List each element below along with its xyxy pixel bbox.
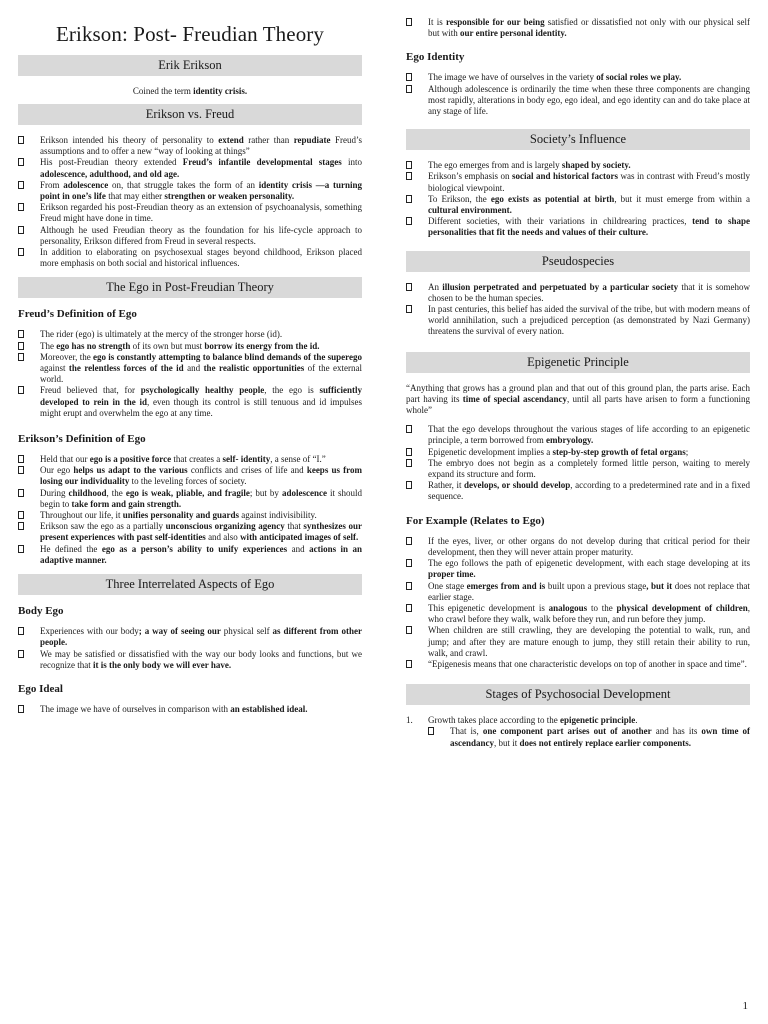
text: Although adolescence is ordinarily the time when these three components are changing most rapidly, alterations in body ego, ego ideal, and ego identity can and do take place at any stage of life. <box>428 83 750 117</box>
list-item <box>406 603 750 625</box>
text: against indivisibility. <box>239 510 317 521</box>
text: If the eyes, liver, or other organs do not develop during that critical period for their development, then they will never attain proper maturity. <box>428 535 750 557</box>
ego-ideal-continued-list <box>406 17 750 39</box>
list-item <box>18 180 362 202</box>
bold-text: our entire personal identity. <box>460 28 567 39</box>
list-item <box>406 424 750 446</box>
erikson-list <box>18 454 362 566</box>
bullet-box-icon <box>406 195 412 203</box>
bold-text: tend to shape personalities that fit the needs and values of their culture. <box>428 216 750 238</box>
text: Freud’s assumptions and to offer a new “way of looking at things” <box>40 135 363 157</box>
text: , according to a predetermined rate and in a fixed sequence. <box>428 480 750 502</box>
ego-identity-list <box>406 72 750 117</box>
bullet-box-icon <box>406 305 412 313</box>
ego-ideal-list <box>18 704 362 715</box>
text: The image we have of ourselves in comparison with <box>40 703 231 714</box>
list-item <box>406 581 750 603</box>
section-society-influence: Society’s Influence <box>406 129 750 150</box>
bullet-box-icon <box>18 136 24 144</box>
bold-text: ego is weak, pliable, and fragile <box>125 487 250 498</box>
text: of its own but must <box>130 340 205 351</box>
bold-text: analogous <box>548 602 588 613</box>
bullet-box-icon <box>406 172 412 180</box>
list-item <box>18 329 362 340</box>
text: Erikson saw the ego as a partially <box>40 521 166 532</box>
bullet-box-icon <box>18 226 24 234</box>
text: The embryo does not begin as a completely formed little person, waiting to merely expand its structure and form. <box>428 457 750 480</box>
bold-text: extend <box>218 135 244 145</box>
text: ; <box>685 446 689 457</box>
text: and <box>287 543 310 554</box>
text: conflicts and crises of life and <box>187 465 307 476</box>
bold-text: one component part arises out of another <box>482 726 652 737</box>
list-item <box>406 84 750 118</box>
text: , the <box>106 487 126 498</box>
bold-text: borrow its energy from the id. <box>204 340 320 351</box>
epigenetic-list <box>406 424 750 502</box>
text: One stage <box>428 580 465 591</box>
text: to the leveling forces of society. <box>129 476 247 487</box>
text: , who crawl before they walk, walk before they run, and run before they jump. <box>428 602 750 625</box>
text: Different societies, with their variations in childrearing practices, <box>428 216 693 227</box>
bold-text: responsible for our being <box>445 17 545 27</box>
list-item <box>406 216 750 238</box>
list-item <box>18 521 362 543</box>
text: This epigenetic development is <box>428 602 549 613</box>
text: Freud believed that, for <box>40 385 141 396</box>
bold-text: social and historical factors <box>512 171 618 182</box>
text: “Epigenesis means that one characteristic develops on top of another in space and time”. <box>428 658 747 669</box>
list-item <box>406 480 750 502</box>
text: Held that our <box>40 454 90 465</box>
bold-text: physical development of children <box>616 602 748 613</box>
bullet-box-icon <box>18 627 24 635</box>
list-item <box>406 17 750 39</box>
bullet-box-icon <box>18 203 24 211</box>
text: Erikson regarded his post-Freudian theory as an extension of psychoanalysis, something Freud might have done in time. <box>40 202 362 224</box>
bold-text: ; a way of seeing our <box>138 626 224 637</box>
text: Growth takes place according to the <box>428 715 560 726</box>
bullet-box-icon <box>406 660 412 668</box>
bold-text: Freud’s infantile developmental stages <box>182 157 342 168</box>
bold-text: synthesizes our present experiences with past self-identities <box>40 521 363 543</box>
list-item <box>406 194 750 216</box>
text: Erikson’s emphasis on <box>428 171 512 182</box>
bullet-box-icon <box>406 448 412 456</box>
text: on, that struggle takes the form of an <box>108 179 259 190</box>
bullet-box-icon <box>18 522 24 530</box>
bullet-box-icon <box>406 217 412 225</box>
bullet-box-icon <box>406 481 412 489</box>
bold-text: unifies personality and guards <box>122 510 240 521</box>
stage-item <box>406 715 750 726</box>
list-item <box>406 625 750 659</box>
text: it should begin to <box>40 487 362 509</box>
bold-text: repudiate <box>293 135 331 145</box>
bold-text: develops, or should develop <box>464 480 571 491</box>
bold-text: ego as a person’s ability to unify experiences <box>101 543 288 554</box>
list-item <box>18 157 362 179</box>
body-ego-list <box>18 626 362 671</box>
text: was in contrast with Freud’s mostly biological viewpoint. <box>428 171 750 193</box>
list-item <box>406 458 750 480</box>
bold-text: , but it <box>646 580 675 591</box>
text: of the external world. <box>40 363 363 385</box>
bold-text: identity crisis. <box>193 86 248 96</box>
section-pseudospecies: Pseudospecies <box>406 251 750 272</box>
list-item <box>18 488 362 510</box>
text: In addition to elaborating on psychosexual stages beyond childhood, Erikson placed more emphasis on both social and historical influences. <box>40 247 362 269</box>
bullet-box-icon <box>406 85 412 93</box>
text: physical self <box>223 626 270 637</box>
left-column <box>18 0 362 715</box>
text: Our ego <box>40 465 74 476</box>
bold-text: take form and gain strength. <box>71 498 182 509</box>
bold-text: identity crisis —a turning point in one’s life <box>40 179 362 202</box>
text: That is, <box>450 726 483 737</box>
right-column <box>406 0 750 749</box>
list-item <box>18 465 362 487</box>
bullet-box-icon <box>18 705 24 713</box>
list-item <box>428 726 750 748</box>
text: During <box>40 487 69 498</box>
section-psychosocial-stages: Stages of Psychosocial Development <box>406 684 750 705</box>
bullet-box-icon <box>18 650 24 658</box>
freud-definition-heading: Freud’s Definition of Ego <box>18 308 137 321</box>
text: . <box>635 715 638 726</box>
list-item <box>18 454 362 465</box>
bullet-box-icon <box>406 582 412 590</box>
bold-text: the realistic opportunities <box>203 363 305 374</box>
bullet-box-icon <box>406 18 412 26</box>
text: That the ego develops throughout the various stages of life according to an epigenetic principle, a term borrowed from <box>428 424 750 446</box>
bold-text: unconscious organizing agency <box>165 521 285 532</box>
text: , but it must emerge from within a <box>614 193 750 204</box>
text: His post-Freudian theory extended <box>40 157 183 168</box>
text: against <box>40 363 69 374</box>
bold-text: keeps us from losing our individuality <box>40 465 362 487</box>
bullet-box-icon <box>406 425 412 433</box>
text: Coined the term <box>132 86 194 96</box>
text: It is <box>428 17 446 27</box>
text: satisfied or dissatisfied not only with our physical self but with <box>428 17 750 39</box>
text: built upon a previous stage <box>547 580 647 591</box>
text: To Erikson, the <box>428 193 491 204</box>
list-item <box>406 659 750 670</box>
bullet-box-icon <box>18 511 24 519</box>
bold-text: adolescence, adulthood, and old age. <box>40 168 180 179</box>
list-item <box>18 225 362 247</box>
bullet-box-icon <box>406 604 412 612</box>
bullet-box-icon <box>406 537 412 545</box>
text: Although he used Freudian theory as the foundation for his life-cycle approach to personality, Erikson differed from Freud in several respects. <box>40 224 362 246</box>
text: The ego emerges from and is largely <box>428 160 562 171</box>
text: From <box>40 179 64 190</box>
text: Moreover, the <box>40 351 93 362</box>
list-item <box>406 72 750 83</box>
bold-text: of social roles we play. <box>596 72 682 83</box>
stage-number: 1. <box>406 715 413 726</box>
text: and also <box>205 532 241 543</box>
list-item <box>18 510 362 521</box>
pseudospecies-list <box>406 282 750 338</box>
bold-text: step-by-step growth of fetal organs <box>552 446 686 457</box>
stages-list <box>406 715 750 726</box>
bold-text: adolescence <box>63 179 109 190</box>
bold-text: emerges from and is <box>464 580 548 591</box>
freud-list <box>18 329 362 419</box>
bold-text: self- identity <box>222 454 271 465</box>
society-list <box>406 160 750 238</box>
section-erikson-vs-freud: Erikson vs. Freud <box>18 104 362 125</box>
text: that <box>284 521 304 532</box>
section-erik-erikson: Erik Erikson <box>18 55 362 76</box>
bullet-box-icon <box>406 283 412 291</box>
text: and <box>183 363 204 374</box>
section-ego-post-freudian: The Ego in Post-Freudian Theory <box>18 277 362 298</box>
text: , even though its control is still tenuous and id impulses might erupt and overwhelm the ego at any time. <box>40 396 362 418</box>
bullet-box-icon <box>428 727 434 735</box>
text: Epigenetic development implies a <box>428 446 553 457</box>
text: We may be satisfied or dissatisfied with the way our body looks and functions, but we recognize that <box>40 648 362 670</box>
for-example-heading: For Example (Relates to Ego) <box>406 514 545 527</box>
text: The rider (ego) is ultimately at the mercy of the stronger horse (id). <box>40 329 283 340</box>
bold-text: does not entirely replace earlier components. <box>519 737 692 748</box>
body-ego-heading: Body Ego <box>18 605 64 618</box>
bullet-box-icon <box>406 626 412 634</box>
page-title: Erikson: Post- Freudian Theory <box>55 22 324 46</box>
text: He defined the <box>40 543 102 554</box>
text: When children are still crawling, they are developing the potential to walk, run, and jump; and after they are mature enough to jump, they still retain their ability to run, walk, and crawl. <box>428 625 750 658</box>
bold-text: ego exists as potential at birth <box>490 193 615 204</box>
epigenetic-quote <box>406 383 750 417</box>
text: In past centuries, this belief has aided the survival of the tribe, but with modern means of world annihilation, such a prejudiced perception (as demonstrated by Nazi Germany) threatens the survival of every nation. <box>428 304 750 337</box>
erikson-definition-heading: Erikson’s Definition of Ego <box>18 433 146 446</box>
bullet-box-icon <box>406 73 412 81</box>
bold-text: embryology. <box>545 435 594 446</box>
list-item <box>18 341 362 352</box>
text: The ego follows the path of epigenetic development, with each stage developing at its <box>428 558 750 569</box>
bullet-box-icon <box>18 466 24 474</box>
bold-text: it is the only body we will ever have. <box>92 659 232 670</box>
bold-text: actions in an adaptive manner. <box>40 543 362 565</box>
ego-identity-heading: Ego Identity <box>406 51 465 64</box>
list-item <box>18 385 362 419</box>
text: “Anything that grows has a ground plan and that out of this ground plan, the parts arise. Each part having its <box>406 382 750 404</box>
list-item <box>406 171 750 193</box>
bold-text: ego has no strength <box>56 340 131 351</box>
list-item <box>406 536 750 558</box>
bullet-box-icon <box>18 181 24 189</box>
vs-list <box>18 135 362 269</box>
text: does not replace that earlier stage. <box>428 580 750 602</box>
text: The image we have of ourselves in the variety <box>428 72 597 83</box>
stage-sub-list <box>428 726 750 748</box>
bullet-box-icon <box>18 342 24 350</box>
list-item <box>18 352 362 386</box>
bullet-box-icon <box>406 161 412 169</box>
text: ; but by <box>249 487 282 498</box>
bullet-box-icon <box>18 158 24 166</box>
list-item <box>18 649 362 671</box>
list-item <box>406 282 750 304</box>
list-item <box>18 202 362 224</box>
text: that creates a <box>171 454 223 465</box>
ego-ideal-heading: Ego Ideal <box>18 682 63 695</box>
text: , the ego is <box>264 385 320 396</box>
bullet-box-icon <box>18 455 24 463</box>
bullet-box-icon <box>18 545 24 553</box>
bold-text: with anticipated images of self. <box>240 532 359 543</box>
bullet-box-icon <box>18 386 24 394</box>
bold-text: psychologically healthy people <box>140 385 265 396</box>
bold-text: sufficiently developed to rein in the id <box>40 385 362 407</box>
list-item <box>406 447 750 458</box>
list-item <box>18 247 362 269</box>
text: Experiences with our body <box>40 626 139 637</box>
list-item <box>406 304 750 338</box>
bold-text: own time of ascendancy <box>450 726 750 748</box>
bullet-box-icon <box>18 489 24 497</box>
text: Rather, it <box>428 480 464 491</box>
bold-text: adolescence <box>281 487 327 498</box>
list-item <box>406 160 750 171</box>
text: Throughout our life, it <box>40 510 123 521</box>
page-number: 1 <box>742 1000 748 1012</box>
bullet-box-icon <box>18 248 24 256</box>
text: , a sense of “I.” <box>270 454 326 465</box>
list-item <box>18 704 362 715</box>
coined-text <box>18 86 362 96</box>
list-item <box>18 544 362 566</box>
bold-text: ego is constantly attempting to balance blind demands of the superego <box>93 351 362 362</box>
text: rather than <box>243 135 294 145</box>
bold-text: the relentless forces of the id <box>68 363 184 374</box>
text: , until all parts have arisen to form a functioning whole” <box>406 393 750 416</box>
bullet-box-icon <box>406 559 412 567</box>
text: Erikson intended his theory of personality to <box>40 135 219 145</box>
bold-text: ego is a positive force <box>89 454 172 465</box>
list-item <box>406 558 750 580</box>
bullet-box-icon <box>18 353 24 361</box>
section-epigenetic-principle: Epigenetic Principle <box>406 352 750 373</box>
text: to the <box>587 602 617 613</box>
bold-text: proper time. <box>428 569 476 580</box>
bold-text: as different from other people. <box>40 626 362 648</box>
text: An <box>428 281 443 292</box>
text: The <box>40 340 57 351</box>
bullet-box-icon <box>18 330 24 338</box>
text: , but it <box>494 737 520 748</box>
text: and has its <box>651 726 702 737</box>
text: that may either <box>105 191 165 202</box>
bold-text: epigenetic principle <box>559 715 636 726</box>
bold-text: illusion perpetrated and perpetuated by a particular society <box>442 281 679 292</box>
text: into <box>341 157 362 168</box>
bold-text: cultural environment. <box>428 205 512 216</box>
bullet-box-icon <box>406 459 412 467</box>
bold-text: strengthen or weaken personality. <box>164 191 295 202</box>
bold-text: time of special ascendancy <box>462 393 568 404</box>
list-item <box>18 626 362 648</box>
text: that it is somehow chosen to be the human species. <box>428 281 751 303</box>
bold-text: shaped by society. <box>561 160 631 171</box>
bold-text: helps us adapt to the various <box>73 465 188 476</box>
list-item <box>18 135 362 157</box>
bold-text: an established ideal. <box>230 703 308 714</box>
section-three-aspects: Three Interrelated Aspects of Ego <box>18 574 362 595</box>
example-list <box>406 536 750 670</box>
bold-text: childhood <box>68 487 107 498</box>
